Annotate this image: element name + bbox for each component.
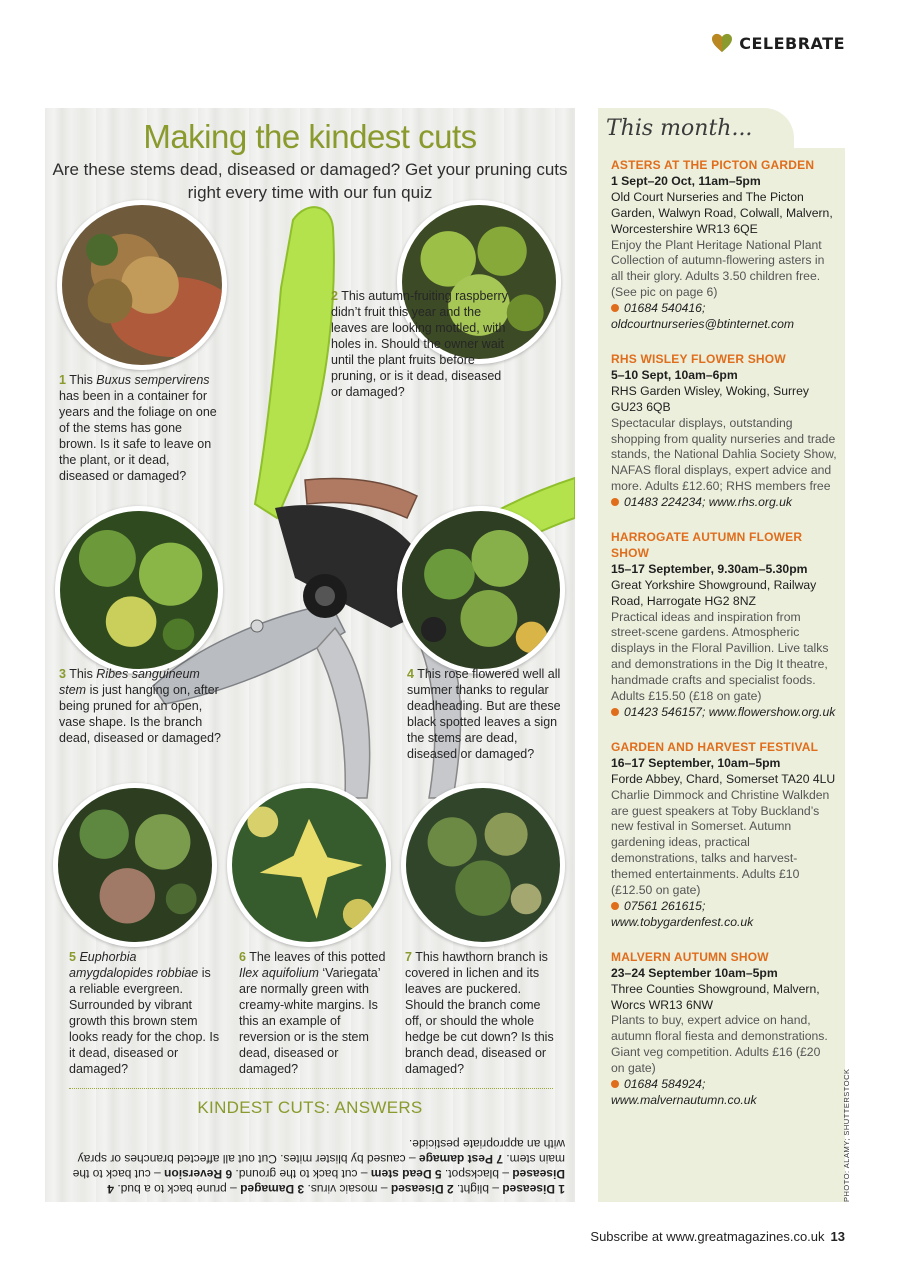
event-item xyxy=(611,158,837,333)
answer-text: – mosaic virus. xyxy=(304,1182,391,1196)
event-description: Spectacular displays, outstanding shopping from quality nurseries and trade stands, the National Dahlia Society Show, NAFAS floral displays, expert advice and more. Adults £12.60; RHS members free xyxy=(611,415,837,494)
answers-title: KINDEST CUTS: ANSWERS xyxy=(197,1098,423,1117)
question-2-text: This autumn-fruiting raspberry didn’t fruit this year and the leaves are looking mottled, with holes in. Should the owner wait until the plant fruits before pruning, or is it dead, diseased or damaged? xyxy=(331,289,508,399)
question-1 xyxy=(59,372,219,484)
quiz-subtitle: Are these stems dead, diseased or damaged? Get your pruning cuts right every time with our fun quiz xyxy=(52,160,568,202)
event-date: 1 Sept–20 Oct, 11am–5pm xyxy=(611,173,761,188)
ribes-photo xyxy=(55,506,223,674)
photo-credit: PHOTO: ALAMY; SHUTTERSTOCK xyxy=(842,1068,851,1202)
event-venue: RHS Garden Wisley, Woking, Surrey GU23 6QB xyxy=(611,383,809,414)
event-contact xyxy=(611,1077,837,1109)
event-description: Plants to buy, expert advice on hand, autumn floral fiesta and demonstrations. Giant veg competition. Adults £16 (£20 on gate) xyxy=(611,1013,828,1076)
subscribe-text: Subscribe at www.greatmagazines.co.uk xyxy=(590,1229,825,1244)
question-7-number: 7 xyxy=(405,950,412,964)
question-5-number: 5 xyxy=(69,950,76,964)
event-title: HARROGATE AUTUMN FLOWER SHOW xyxy=(611,530,803,560)
event-item xyxy=(611,740,837,931)
answer-text: – prune back to a bud. xyxy=(114,1182,241,1196)
bullet-dot-icon xyxy=(611,902,619,910)
quiz-title: Making the kindest cuts xyxy=(143,118,477,155)
event-description: Enjoy the Plant Heritage National Plant Collection of autumn-flowering asters in all their glory. Adults 3.50 children free. (See pic on page 6) xyxy=(611,237,825,300)
quiz-panel xyxy=(45,108,575,1202)
hawthorn-photo xyxy=(401,783,565,947)
event-item xyxy=(611,352,837,511)
event-title: GARDEN AND HARVEST FESTIVAL xyxy=(611,739,819,754)
question-4-number: 4 xyxy=(407,667,414,681)
ilex-photo xyxy=(227,783,391,947)
event-date: 5–10 Sept, 10am–6pm xyxy=(611,367,738,382)
section-label: CELEBRATE xyxy=(739,33,845,53)
question-5-text: is a reliable evergreen. Surrounded by vibrant growth this brown stem looks ready for the chop. Is it dead, diseased or damaged? xyxy=(69,966,220,1076)
answer-label: 1 Diseased xyxy=(502,1182,565,1196)
event-date: 15–17 September, 9.30am–5.30pm xyxy=(611,561,808,576)
question-2-number: 2 xyxy=(331,289,338,303)
event-venue: Old Court Nurseries and The Picton Garden, Walwyn Road, Colwall, Malvern, Worcestershire WR13 6QE xyxy=(611,189,833,236)
sidebar-title: This month... xyxy=(606,116,753,141)
question-1-text: This xyxy=(69,373,97,387)
bullet-dot-icon xyxy=(611,498,619,506)
question-1-text-2: has been in a container for years and the foliage on one of the stems has gone brown. Is it safe to leave on the plant, or it dead, diseased or damaged? xyxy=(59,389,217,483)
event-date: 16–17 September, 10am–5pm xyxy=(611,755,781,770)
footer xyxy=(590,1229,845,1244)
answer-text: – blight. xyxy=(453,1182,503,1196)
event-contact xyxy=(611,495,837,511)
event-title: MALVERN AUTUMN SHOW xyxy=(611,949,769,964)
page-number: 13 xyxy=(830,1229,845,1244)
question-3-italic: Ribes sanguineum stem xyxy=(59,667,200,697)
question-5-italic: Euphorbia amygdalopides robbiae xyxy=(69,950,199,980)
question-1-italic: Buxus sempervirens xyxy=(96,373,210,387)
event-contact-text: 01423 546157; www.flowershow.org.uk xyxy=(624,705,836,719)
rose-photo xyxy=(397,506,565,674)
question-2 xyxy=(331,288,515,400)
question-7-text: This hawthorn branch is covered in lichen and its leaves are puckered. Should the branch come off, or should the whole hedge be cut down? Is this branch dead, diseased or damaged? xyxy=(405,950,554,1076)
answer-text: – cut back to the main stem. xyxy=(72,1152,565,1181)
question-1-number: 1 xyxy=(59,373,66,387)
answer-label: 6 Reversion xyxy=(164,1167,233,1181)
section-tag xyxy=(711,33,845,53)
event-title: ASTERS AT THE PICTON GARDEN xyxy=(611,158,815,172)
answer-label: 3 Damaged xyxy=(240,1182,305,1196)
event-item xyxy=(611,530,837,721)
question-3 xyxy=(59,666,225,746)
question-6-text: The leaves of this potted xyxy=(249,950,386,964)
event-contact-text: 07561 261615; www.tobygardenfest.co.uk xyxy=(611,898,754,929)
event-list xyxy=(611,158,837,1128)
event-contact-text: 01684 540416; oldcourtnurseries@btinternet.com xyxy=(611,301,795,332)
question-7 xyxy=(405,949,559,1077)
answer-label: 4 Diseased xyxy=(107,1167,565,1196)
event-item xyxy=(611,950,837,1109)
event-venue: Great Yorkshire Showground, Railway Road, Harrogate HG2 8NZ xyxy=(611,577,817,608)
event-contact xyxy=(611,899,837,931)
heart-icon xyxy=(711,33,733,53)
question-6 xyxy=(239,949,391,1077)
bullet-dot-icon xyxy=(611,1080,619,1088)
question-3-number: 3 xyxy=(59,667,66,681)
events-sidebar xyxy=(598,108,845,1202)
event-venue: Three Counties Showground, Malvern, Worcs WR13 6NW xyxy=(611,981,820,1012)
answers-divider xyxy=(69,1088,553,1089)
question-3-text: This xyxy=(69,667,97,681)
event-contact xyxy=(611,705,837,721)
question-5 xyxy=(69,949,221,1077)
bullet-dot-icon xyxy=(611,708,619,716)
event-title: RHS WISLEY FLOWER SHOW xyxy=(611,351,786,366)
event-contact-text: 01684 584924; www.malvernautumn.co.uk xyxy=(611,1077,757,1107)
question-6-italic: Ilex aquifolium xyxy=(239,966,319,980)
event-contact-text: 01483 224234; www.rhs.org.uk xyxy=(624,495,793,510)
answer-text: – caused by blister mites. Cut out all affected branches or spray with an appropriate pesticide. xyxy=(77,1137,565,1166)
buxus-photo xyxy=(57,200,227,370)
event-description: Practical ideas and inspiration from street-scene gardens. Atmospheric displays in the Floral Pavillion. Live talks and demonstrations in the Dig It theatre, handmade crafts and specialist foods. Adults £15.50 (£18 on gate) xyxy=(611,609,829,704)
question-4 xyxy=(407,666,563,762)
answer-label: 2 Diseased xyxy=(390,1182,454,1196)
euphorbia-photo xyxy=(53,783,217,947)
event-date: 23–24 September 10am–5pm xyxy=(611,965,778,980)
question-3-text-2: is just hanging on, after being pruned for an open, vase shape. Is the branch dead, diseased or damaged? xyxy=(59,683,221,745)
answer-label: 5 Dead stem xyxy=(370,1167,442,1181)
answer-text: – blackspot. xyxy=(441,1167,513,1181)
event-venue: Forde Abbey, Chard, Somerset TA20 4LU xyxy=(611,771,836,786)
event-description: Charlie Dimmock and Christine Walkden are guest speakers at Toby Buckland’s new festival in Somerset. Autumn gardening ideas, practical demonstrations, talks and harvest-themed entertainments. Adults £10 (£12.50 on gate) xyxy=(611,787,830,898)
question-4-text: This rose flowered well all summer thanks to regular deadheading. But are these black spotted leaves a sign the stems are dead, diseased or damaged? xyxy=(407,667,561,761)
event-contact xyxy=(611,301,837,333)
answer-text: – cut back to the ground. xyxy=(232,1167,371,1181)
question-6-number: 6 xyxy=(239,950,246,964)
answers-text-upside-down xyxy=(57,1136,565,1196)
answer-label: 7 Pest damage xyxy=(418,1152,503,1166)
bullet-dot-icon xyxy=(611,304,619,312)
question-6-text-2: ‘Variegata’ are normally green with creamy-white margins. Is this an example of reversion or is the stem dead, diseased or damaged? xyxy=(239,966,381,1076)
